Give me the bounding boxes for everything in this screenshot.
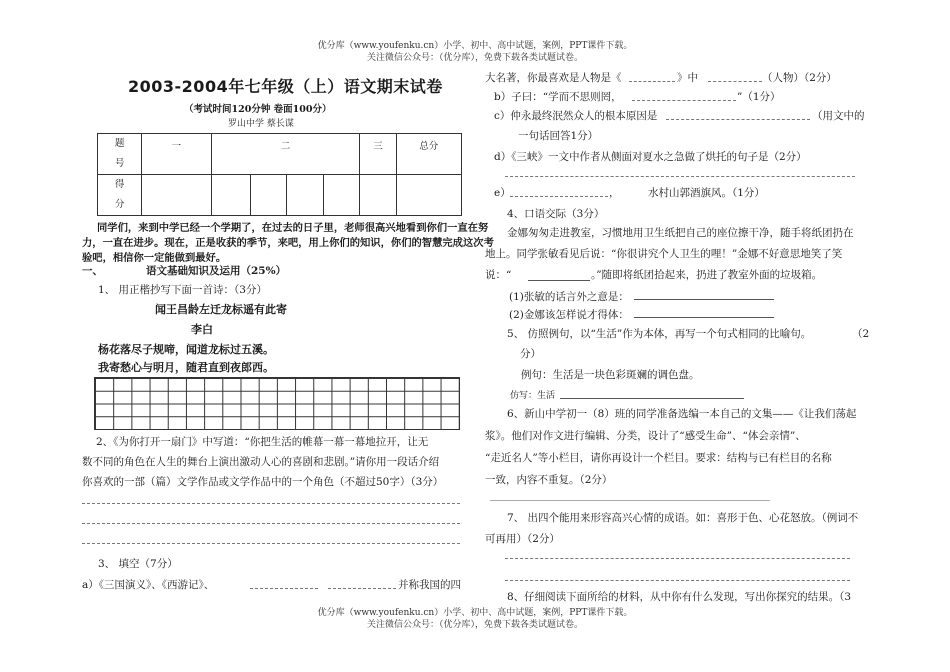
q5-imitate-label: 仿写：生活 — [510, 391, 556, 401]
q3c-text-end: （用文中的 — [812, 110, 865, 122]
score-table — [97, 133, 462, 216]
page-header-line1: 优分库（www.youfenku.cn）小学、初中、高中试题，案例，PPT课件下载。 — [317, 41, 633, 51]
q6-line: 一致，内容不重复。（2分） — [485, 474, 613, 486]
q5-points: （2 — [852, 328, 870, 340]
answer-line[interactable] — [505, 558, 850, 559]
page-footer-line2: 关注微信公众号：（优分库），免费下载各类试题试卷。 — [366, 620, 583, 630]
q3a-continued: （人物）（2分） — [762, 72, 837, 84]
score-cell[interactable] — [360, 175, 396, 216]
q3c-text: c）仲永最终泯然众人的根本原因是 — [494, 110, 658, 122]
page-footer-line1: 优分库（www.youfenku.cn）小学、初中、高中试题，案例，PPT课件下载。 — [317, 608, 633, 618]
exam-title: 2003-2004年七年级（上）语文期末试卷 — [128, 77, 443, 96]
q3d-text: d）《三峡》一文中作者从侧面对夏水之急做了烘托的句子是（2分） — [494, 151, 807, 163]
q3c-text-cont: 一句话回答1分） — [518, 130, 599, 142]
q3a-text: a）《三国演义》、《西游记》、 — [82, 579, 215, 591]
answer-line[interactable] — [505, 176, 855, 177]
answer-line[interactable] — [560, 398, 744, 399]
blank-line[interactable] — [528, 280, 590, 281]
blank-line[interactable] — [510, 196, 608, 197]
q3e-end: 水村山郭酒旗风。（1分） — [648, 187, 765, 199]
intro-line: 验吧，相信你一定能做到最好。 — [82, 252, 227, 264]
q1-prompt: 1、 用正楷抄写下面一首诗：（3分） — [98, 284, 267, 296]
poem-author: 李白 — [191, 323, 213, 336]
q5-line: 5、 仿照例句，以“生活”作为本体，再写一个句式相同的比喻句。 — [507, 328, 812, 340]
answer-line[interactable] — [490, 500, 770, 501]
score-col-3: 三 — [360, 134, 396, 175]
exam-subtitle: （考试时间120分钟 卷面100分） — [184, 104, 332, 115]
score-table-score-label: 得 分 — [98, 175, 142, 216]
blank-line[interactable] — [666, 119, 810, 120]
writing-grid[interactable] — [94, 377, 460, 430]
q2-line: 2、《为你打开一扇门》中写道：“你把生活的帷幕一幕一幕地拉开，让无 — [96, 436, 429, 448]
q3b-text: b）子曰：“学而不思则罔， — [494, 91, 622, 103]
q2-line: 你喜欢的一部（篇）文学作品或文学作品中的一个角色（不超过50字）（3分） — [82, 476, 444, 488]
q4-prompt: 4、口语交际（3分） — [507, 208, 605, 220]
q4-sub1: (1)张敏的话言外之意是： — [509, 291, 629, 303]
answer-line[interactable] — [505, 580, 850, 581]
score-cell[interactable] — [396, 175, 461, 216]
q6-line: 6、新山中学初一（8）班的同学准备选编一本自己的文集——《让我们荡起 — [507, 408, 857, 420]
answer-line[interactable] — [82, 523, 460, 524]
page-header-line2: 关注微信公众号：（优分库），免费下载各类试题试卷。 — [366, 53, 583, 63]
intro-line: 同学们，来到中学已经一个学期了，在过去的日子里，老师很高兴地看到你们一直在努 — [97, 222, 489, 234]
poem-title: 闻王昌龄左迁龙标遥有此寄 — [155, 303, 287, 316]
q4-line: 地上。同学张敏看见后说：“你很讲究个人卫生的哩！”金娜不好意思地笑了笑 — [485, 248, 843, 260]
score-cell[interactable] — [324, 175, 360, 216]
q3a-text-end: 并称我国的四 — [398, 579, 461, 591]
q4-line-b: 。”随即将纸团拾起来，扔进了教室外面的垃圾箱。 — [591, 269, 823, 281]
q4-line: 金娜匆匆走进教室，习惯地用卫生纸把自己的座位擦干净，随手将纸团扔在 — [507, 227, 854, 239]
q3a-continued: 大名著，你最喜欢是人物是《 — [485, 72, 622, 84]
score-col-total: 总分 — [396, 134, 461, 175]
q6-line: “走近名人”等小栏目，请你再设计一个栏目。要求：结构与已有栏目的名称 — [485, 452, 832, 464]
section1-title: 语文基础知识及运用（25%） — [146, 265, 287, 277]
q5-points-cont: 分） — [520, 348, 541, 360]
q3e-mid: ， — [609, 187, 620, 199]
score-table-header-label: 题 号 — [98, 134, 142, 175]
q3-prompt: 3、 填空（7分） — [98, 558, 178, 570]
q3b-text-end: ”（1分） — [737, 91, 781, 103]
intro-line: 力，一直在进步。现在，正是收获的季节，来吧，用上你们的知识，你们的智慧完成这次考 — [82, 237, 494, 249]
blank-line[interactable] — [250, 588, 318, 589]
blank-line[interactable] — [629, 81, 675, 82]
q2-line: 数不同的角色在人生的舞台上演出激动人心的喜剧和悲剧。”请你用一段话介绍 — [82, 456, 440, 468]
q3e-start: e） — [494, 187, 511, 199]
q3a-continued: 》中 — [677, 72, 698, 84]
score-col-1: 一 — [142, 134, 211, 175]
q6-line: 浆》。他们对作文进行编辑、分类，设计了“感受生命”、“体会亲情”、 — [485, 430, 806, 442]
answer-line[interactable] — [82, 543, 460, 544]
blank-line[interactable] — [328, 588, 396, 589]
score-cell[interactable] — [211, 175, 250, 216]
blank-line[interactable] — [632, 100, 736, 101]
score-cell[interactable] — [250, 175, 286, 216]
q5-example: 例句：生活是一块色彩斑斓的调色盘。 — [521, 369, 700, 381]
q8-line: 8、仔细阅读下面所给的材料，从中你有什么发现，写出你探究的结果。（3 — [507, 591, 852, 603]
poem-line: 杨花落尽子规啼，闻道龙标过五溪。 — [98, 343, 274, 356]
answer-line[interactable] — [634, 317, 774, 318]
exam-author: 罗山中学 蔡长谋 — [228, 119, 294, 129]
score-cell[interactable] — [287, 175, 324, 216]
blank-line[interactable] — [708, 81, 762, 82]
answer-line[interactable] — [634, 299, 774, 300]
q4-sub2: (2)金娜该怎样说才得体： — [509, 309, 629, 321]
score-cell[interactable] — [142, 175, 211, 216]
q7-line: 可再用）（2分） — [485, 533, 560, 545]
poem-line: 我寄愁心与明月，随君直到夜郎西。 — [98, 361, 274, 374]
answer-line[interactable] — [82, 503, 460, 504]
section1-number: 一、 — [82, 265, 103, 277]
q7-line: 7、 出四个能用来形容高兴心情的成语。如：喜形于色、心花怒放。（例词不 — [507, 512, 859, 524]
q4-line-a: 说：“ — [485, 269, 512, 281]
score-col-2: 二 — [211, 134, 360, 175]
